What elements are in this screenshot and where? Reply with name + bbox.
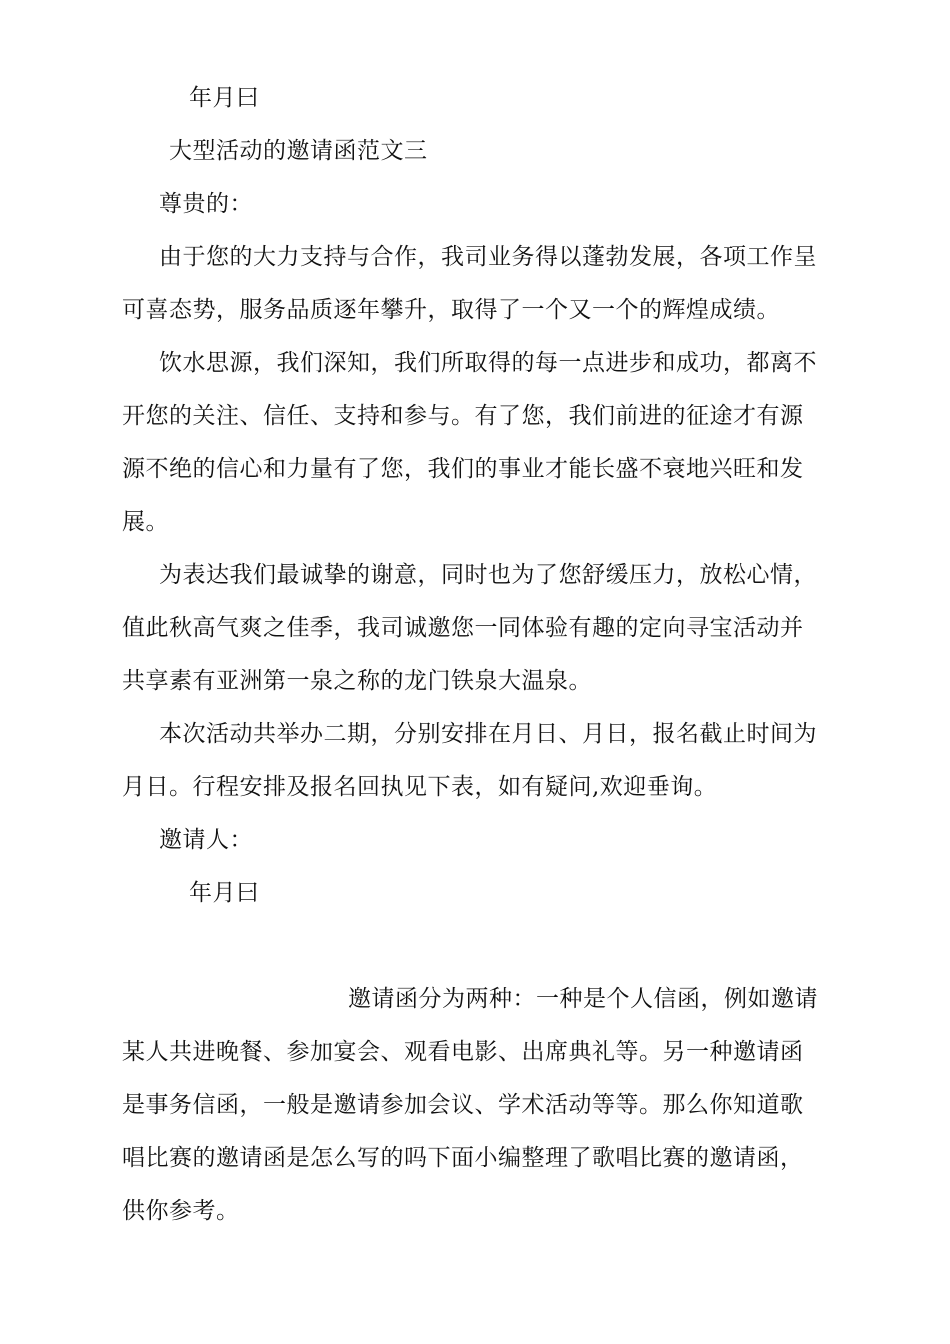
intro-line-2: 某人共进晚餐、参加宴会、观看电影、出席典礼等。另一种邀请函 (122, 1039, 804, 1065)
paragraph-1-line-2: 可喜态势，服务品质逐年攀升，取得了一个又一个的辉煌成绩。 (122, 297, 780, 323)
paragraph-2-line-1: 饮水思源，我们深知，我们所取得的每一点进步和成功，都离不 (159, 350, 817, 376)
intro-line-5: 供你参考。 (122, 1198, 240, 1224)
paragraph-3-line-2: 值此秋高气爽之佳季，我司诚邀您一同体验有趣的定向寻宝活动并 (122, 615, 804, 641)
paragraph-2-line-4: 展。 (122, 509, 169, 535)
date-line-top: 年月曰 (189, 85, 260, 111)
intro-line-4: 唱比赛的邀请函是怎么写的吗下面小编整理了歌唱比赛的邀请函， (122, 1145, 804, 1171)
paragraph-3-line-3: 共享素有亚洲第一泉之称的龙门铁泉大温泉。 (122, 668, 592, 694)
section-title: 大型活动的邀请函范文三 (169, 138, 428, 164)
paragraph-4-line-1: 本次活动共举办二期，分别安排在月日、月日，报名截止时间为 (159, 721, 817, 747)
paragraph-4-line-2: 月日。行程安排及报名回执见下表，如有疑问,欢迎垂询。 (122, 774, 718, 800)
paragraph-2-line-3: 源不绝的信心和力量有了您，我们的事业才能长盛不衰地兴旺和发 (122, 456, 804, 482)
date-line-bottom: 年月曰 (189, 880, 260, 906)
salutation: 尊贵的： (159, 191, 253, 217)
intro-line-1: 邀请函分为两种：一种是个人信函，例如邀请 (348, 986, 818, 1012)
paragraph-2-line-2: 开您的关注、信任、支持和参与。有了您，我们前进的征途才有源 (122, 403, 804, 429)
paragraph-1-line-1: 由于您的大力支持与合作，我司业务得以蓬勃发展，各项工作呈 (159, 244, 817, 270)
paragraph-3-line-1: 为表达我们最诚挚的谢意，同时也为了您舒缓压力，放松心情， (159, 562, 817, 588)
inviter-line: 邀请人： (159, 827, 253, 853)
intro-line-3: 是事务信函，一般是邀请参加会议、学术活动等等。那么你知道歌 (122, 1092, 804, 1118)
